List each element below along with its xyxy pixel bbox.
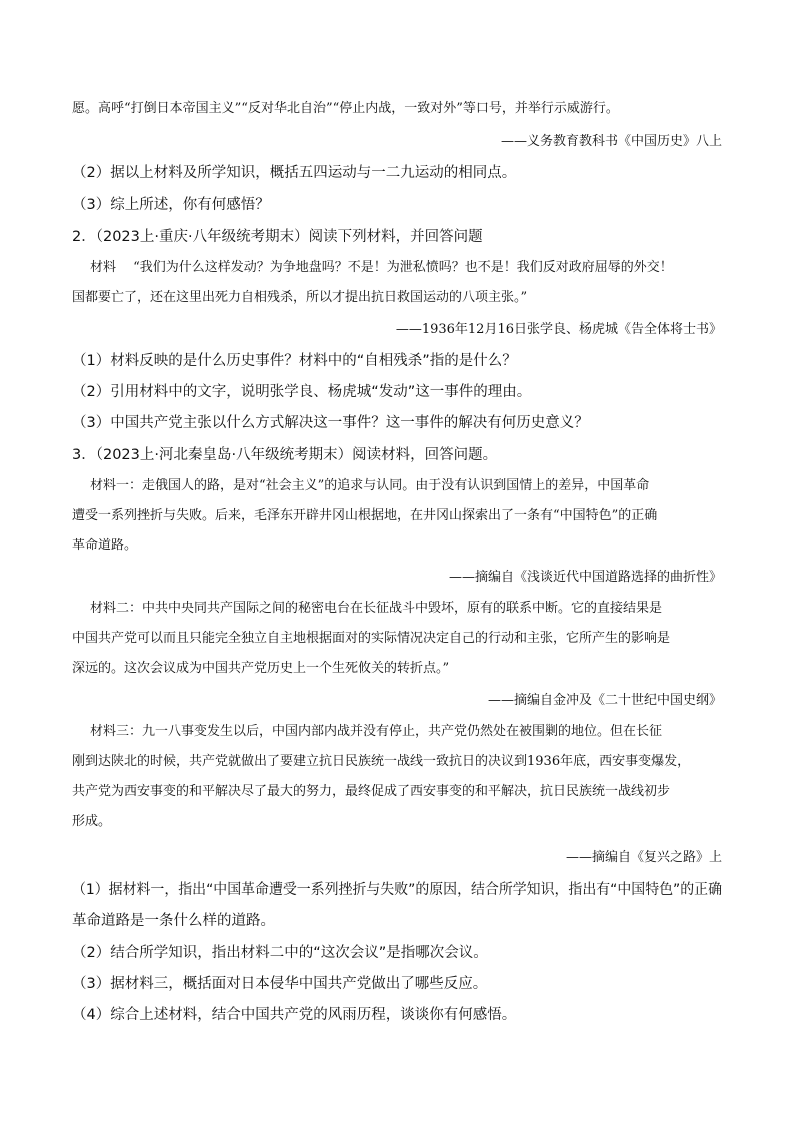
- q1-material-continuation: 愿。高呼“打倒日本帝国主义”“反对华北自治”“停止内战，一致对外”等口号，并举行示威游行。: [72, 101, 619, 116]
- q3-material-2-line-2: 中国共产党可以而且只能完全独立自主地根据面对的实际情况决定自己的行动和主张，它所产生的影响是: [72, 631, 671, 646]
- q3-material-3-line-4: 形成。: [72, 814, 112, 829]
- q3-material-1-line-3: 革命道路。: [72, 538, 138, 553]
- q2-subquestion-2: （2）引用材料中的文字，说明张学良、杨虎城“发动”这一事件的理由。: [72, 384, 532, 400]
- q3-subquestion-1-line-2: 革命道路是一条什么样的道路。: [72, 913, 275, 929]
- q3-heading: 3．（2023上·河北秦皇岛·八年级统考期末）阅读材料，回答问题。: [72, 447, 498, 463]
- q2-source: ——1936年12月16日张学良、杨虎城《告全体将士书》: [395, 322, 722, 337]
- q3-subquestion-3: （3）据材料三，概括面对日本侵华中国共产党做出了哪些反应。: [72, 976, 488, 992]
- q2-subquestion-1: （1）材料反映的是什么历史事件？材料中的“自相残杀”指的是什么？: [72, 353, 517, 369]
- q3-material-3-line-2: 刚到达陕北的时候，共产党就做出了要建立抗日民族统一战线一致抗日的决议到1936年底，西安事变爆发，: [72, 754, 691, 769]
- q2-heading: 2．（2023上·重庆·八年级统考期末）阅读下列材料，并回答问题: [72, 229, 483, 245]
- q3-material-1-line-2: 遭受一系列挫折与失败。后来，毛泽东开辟井冈山根据地，在井冈山探索出了一条有“中国特色”的正确: [72, 508, 658, 523]
- q3-material-2-line-3: 深远的。这次会议成为中国共产党历史上一个生死攸关的转折点。”: [72, 661, 450, 676]
- q1-source: ——义务教育教科书《中国历史》八上: [500, 134, 722, 149]
- q3-subquestion-2: （2）结合所学知识，指出材料二中的“这次会议”是指哪次会议。: [72, 945, 488, 961]
- q2-material-line-2: 国都要亡了，还在这里出死力自相残杀，所以才提出抗日救国运动的八项主张。”: [72, 290, 528, 305]
- q2-subquestion-3: （3）中国共产党主张以什么方式解决这一事件？这一事件的解决有何历史意义？: [72, 415, 589, 431]
- q3-material-3-line-3: 共产党为西安事变的和平解决尽了最大的努力，最终促成了西安事变的和平解决，抗日民族统一战线初步: [72, 784, 671, 799]
- q2-material-line-1: 材料 “我们为什么这样发动？为争地盘吗？不是！为泄私愤吗？也不是！我们反对政府屈辱的外交！: [90, 260, 673, 275]
- q1-subquestion-3: （3）综上所述，你有何感悟？: [72, 197, 270, 213]
- q3-material-2-source: ——摘编自金冲及《二十世纪中国史纲》: [487, 693, 722, 708]
- q3-subquestion-4: （4）综合上述材料，结合中国共产党的风雨历程，谈谈你有何感悟。: [72, 1007, 517, 1023]
- q3-material-3-line-1: 材料三：九一八事变发生以后，中国内部内战并没有停止，共产党仍然处在被围剿的地位。但在长征: [90, 724, 663, 739]
- q3-material-1-line-1: 材料一：走俄国人的路，是对“社会主义”的追求与认同。由于没有认识到国情上的差异，中国革命: [90, 478, 650, 493]
- q3-material-1-source: ——摘编自《浅谈近代中国道路选择的曲折性》: [448, 570, 722, 585]
- q3-subquestion-1-line-1: （1）据材料一，指出“中国革命遭受一系列挫折与失败”的原因，结合所学知识，指出有“中国特色”的正确: [72, 882, 722, 898]
- q1-subquestion-2: （2）据以上材料及所学知识，概括五四运动与一二九运动的相同点。: [72, 165, 517, 181]
- q3-material-2-line-1: 材料二：中共中央同共产国际之间的秘密电台在长征战斗中毁坏，原有的联系中断。它的直接结果是: [90, 601, 663, 616]
- q3-material-3-source: ——摘编自《复兴之路》上: [565, 850, 722, 865]
